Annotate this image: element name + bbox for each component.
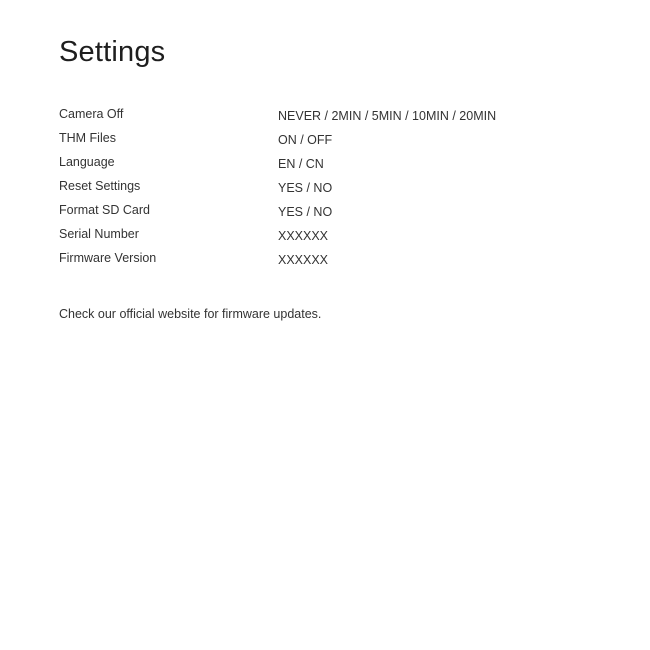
setting-value: ON / OFF [278, 133, 333, 147]
setting-row-reset-settings [59, 177, 599, 201]
setting-value: XXXXXX [278, 229, 329, 243]
setting-label: THM Files [59, 131, 116, 145]
page-title: Settings [59, 36, 166, 68]
setting-value: XXXXXX [278, 253, 329, 267]
setting-row-thm-files [59, 129, 599, 153]
setting-value: NEVER / 2MIN / 5MIN / 10MIN / 20MIN [278, 109, 497, 123]
setting-label: Reset Settings [59, 179, 141, 193]
setting-value: YES / NO [278, 205, 333, 219]
setting-value: EN / CN [278, 157, 324, 171]
setting-value: YES / NO [278, 181, 333, 195]
setting-row-language [59, 153, 599, 177]
setting-label: Camera Off [59, 107, 124, 121]
firmware-update-note: Check our official website for firmware updates. [59, 307, 322, 321]
setting-row-serial-number [59, 225, 599, 249]
settings-list [59, 105, 599, 273]
setting-label: Format SD Card [59, 203, 150, 217]
setting-label: Serial Number [59, 227, 139, 241]
setting-row-camera-off [59, 105, 599, 129]
setting-row-firmware-version [59, 249, 599, 273]
setting-row-format-sd-card [59, 201, 599, 225]
setting-label: Language [59, 155, 115, 169]
setting-label: Firmware Version [59, 251, 157, 265]
